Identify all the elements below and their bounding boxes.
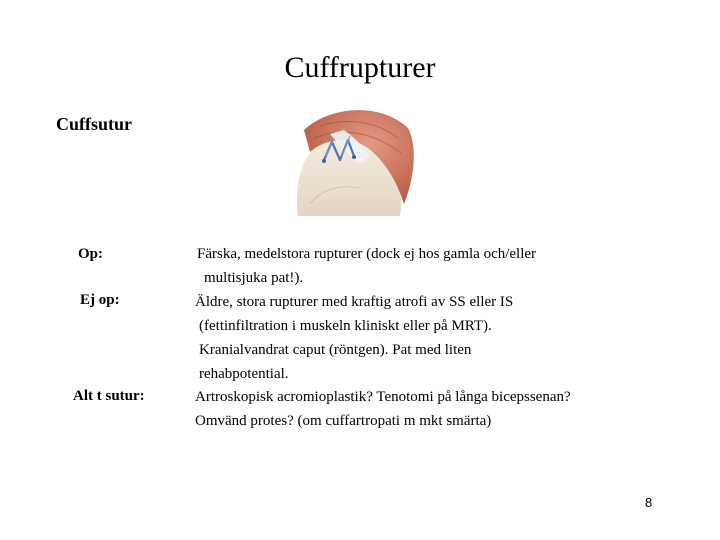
row-text-ej-op-line-4: rehabpotential. [199, 366, 289, 382]
row-text-ej-op-line-2: (fettinfiltration i muskeln kliniskt eller på MRT). [199, 318, 492, 334]
row-text-alt-line-1: Artroskopisk acromioplastik? Tenotomi på långa bicepssenan? [195, 389, 571, 405]
slide-subtitle: Cuffsutur [56, 114, 133, 134]
page-number: 8 [645, 495, 653, 510]
row-label-ej-op: Ej op: [80, 292, 120, 308]
row-text-ej-op-line-3: Kranialvandrat caput (röntgen). Pat med liten [199, 342, 472, 358]
row-label-op: Op: [78, 246, 104, 262]
shoulder-cuff-suture-icon [290, 104, 416, 218]
slide-title: Cuffrupturer [284, 51, 436, 84]
row-text-op-line-2: multisjuka pat!). [204, 270, 304, 286]
row-text-ej-op-line-1: Äldre, stora rupturer med kraftig atrofi av SS eller IS [195, 294, 514, 310]
row-text-op-line-1: Färska, medelstora rupturer (dock ej hos gamla och/eller [197, 246, 537, 262]
row-label-alt-t-sutur: Alt t sutur: [73, 388, 145, 404]
row-text-alt-line-2: Omvänd protes? (om cuffartropati m mkt smärta) [195, 413, 492, 429]
